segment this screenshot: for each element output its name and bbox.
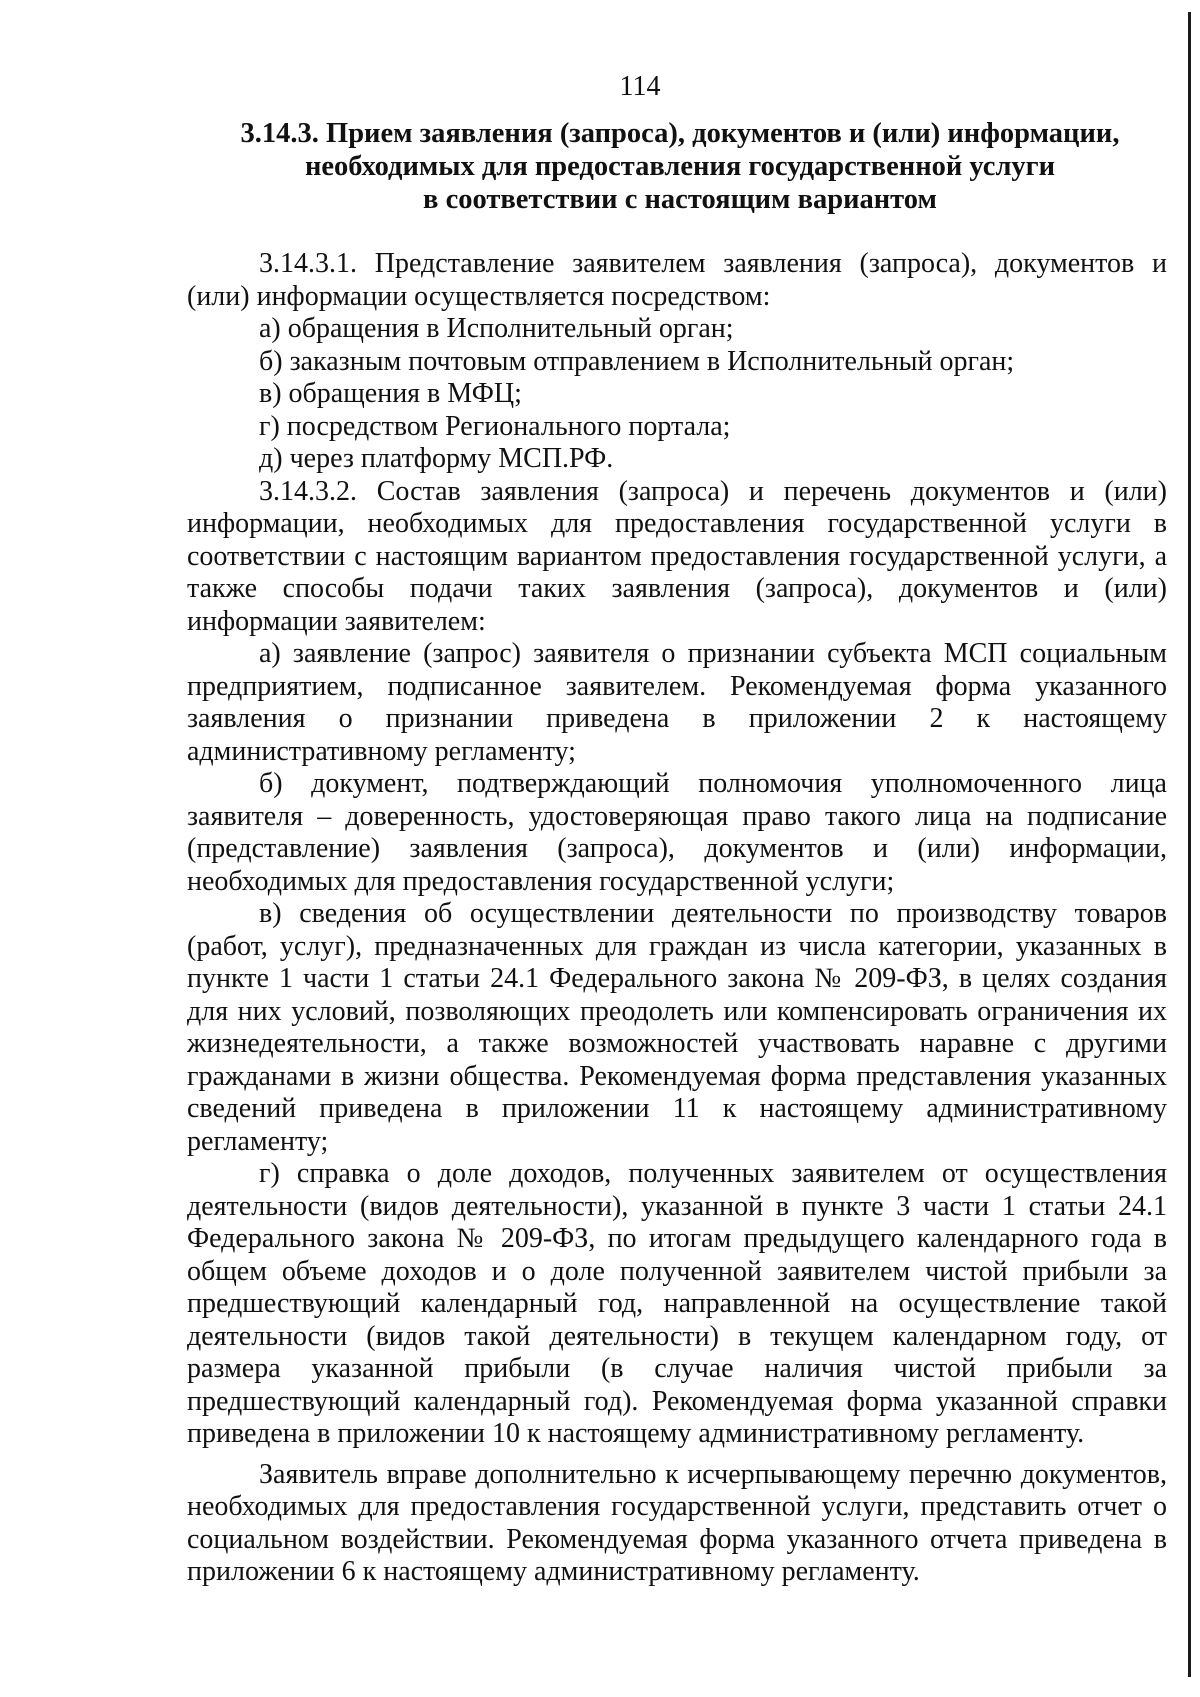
section-heading-line-3: в соответствии с настоящим вариантом <box>423 184 937 215</box>
document-item-v: в) сведения об осуществлении деятельности по производству товаров (работ, услуг), предназначенных для граждан из числа категории, указанных в пункте 1 части 1 статьи 24.1 Федерального закона № 209-ФЗ, в целях создания для них условий, позволяющих преодолеть или компенсировать ограничения их жизнедеятельности, а также возможностей участвовать наравне с другими гражданами в жизни общества. Рекомендуемая форма представления указанных сведений приведена в приложении 11 к настоящему административному регламенту; <box>187 898 1167 1157</box>
section-heading <box>180 117 1180 216</box>
paragraph-3-14-3-2: 3.14.3.2. Состав заявления (запроса) и перечень документов и (или) информации, необходимых для предоставления государственной услуги в соответствии с настоящим вариантом предоставления государственной услуги, а также способы подачи таких заявления (запроса), документов и (или) информации заявителем: <box>187 475 1167 637</box>
document-body <box>187 248 1167 1589</box>
page-number: 114 <box>619 71 661 102</box>
document-item-a: а) заявление (запрос) заявителя о признании субъекта МСП социальным предприятием, подписанное заявителем. Рекомендуемая форма указанного заявления о признании приведена в приложении 2 к настоящему административному регламенту; <box>187 638 1167 767</box>
document-item-g: г) справка о доле доходов, полученных заявителем от осуществления деятельности (видов деятельности), указанной в пункте 3 части 1 статьи 24.1 Федерального закона № 209-ФЗ, по итогам предыдущего календарного года в общем объеме доходов и о доле полученной заявителем чистой прибыли за предшествующий календарный год, направленной на осуществление такой деятельности (видов такой деятельности) в текущем календарном году, от размера указанной прибыли (в случае наличия чистой прибыли за предшествующий календарный год). Рекомендуемая форма указанной справки приведена в приложении 10 к настоящему административному регламенту. <box>187 1158 1167 1449</box>
scan-edge-line <box>1188 12 1191 1677</box>
list-item-a: а) обращения в Исполнительный орган; <box>259 313 734 344</box>
section-heading-line-2: необходимых для предоставления государственной услуги <box>304 151 1056 182</box>
list-item-g: г) посредством Регионального портала; <box>259 410 731 442</box>
paragraph-additional-report: Заявитель вправе дополнительно к исчерпывающему перечню документов, необходимых для предоставления государственной услуги, представить отчет о социальном воздействии. Рекомендуемая форма указанного отчета приведена в приложении 6 к настоящему административному регламенту. <box>187 1458 1167 1587</box>
list-item-d: д) через платформу МСП.РФ. <box>259 443 614 474</box>
document-item-b: б) документ, подтверждающий полномочия уполномоченного лица заявителя – доверенность, удостоверяющая право такого лица на подписание (представление) заявления (запроса), документов и (или) информации, необходимых для предоставления государственной услуги; <box>187 768 1167 897</box>
section-heading-line-1: 3.14.3. Прием заявления (запроса), документов и (или) информации, <box>240 118 1120 149</box>
paragraph-3-14-3-1: 3.14.3.1. Представление заявителем заявления (запроса), документов и (или) информации осуществляется посредством: <box>187 248 1167 312</box>
list-item-b: б) заказным почтовым отправлением в Исполнительный орган; <box>259 345 1015 377</box>
list-item-v: в) обращения в МФЦ; <box>259 378 522 409</box>
